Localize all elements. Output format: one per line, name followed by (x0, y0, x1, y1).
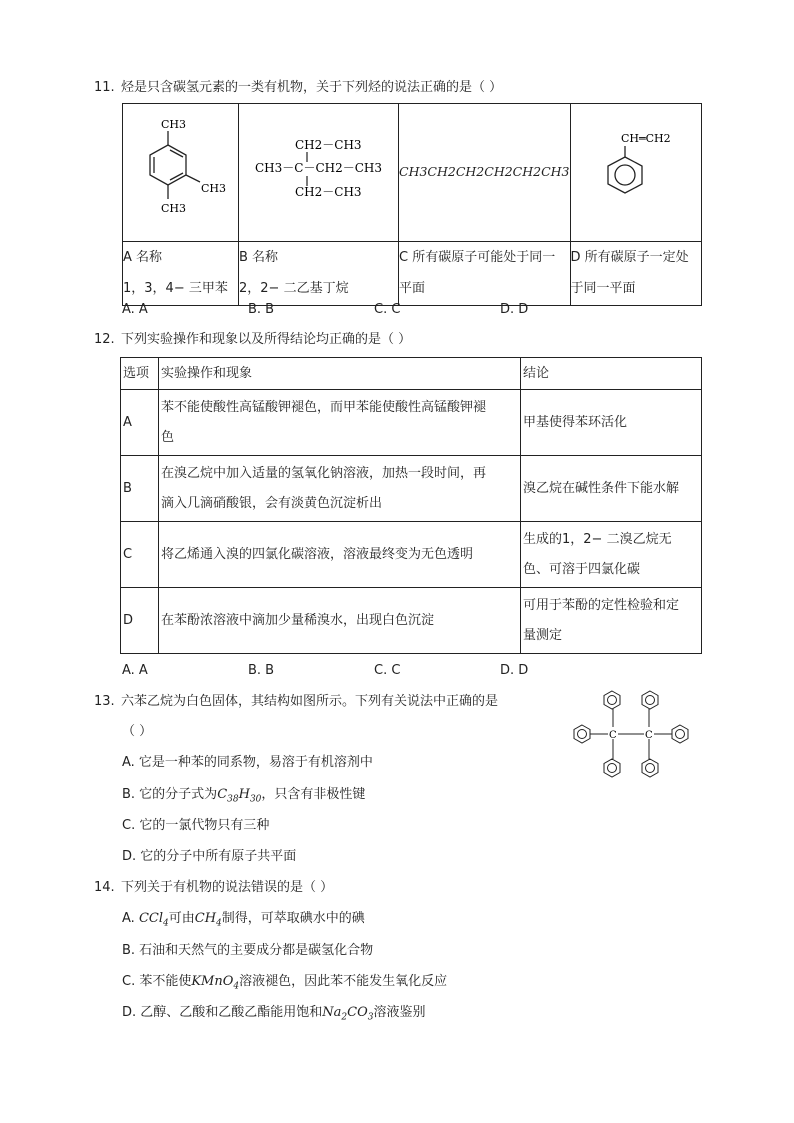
methyl-bottom-label: CH3 (161, 202, 187, 215)
q12-header-conclusion: 结论 (521, 358, 702, 390)
vinyl-label: CH═CH2 (620, 132, 671, 145)
central-carbon-left: C (609, 730, 617, 741)
q11-table (122, 103, 702, 306)
q13-option-d[interactable]: D. 它的分子中所有原子共平面 (122, 849, 297, 864)
q12-row-b-conclusion: 溴乙烷在碱性条件下能水解 (521, 456, 702, 522)
hexane-formula: CH3CH2CH2CH2CH2CH3 (399, 164, 570, 179)
q12-option-b[interactable]: B. B (248, 663, 275, 678)
q13-option-c[interactable]: C. 它的一氯代物只有三种 (122, 818, 270, 833)
q14-option-c[interactable]: C. 苯不能使KMnO$_4$溶液褪色，因此苯不能发生氧化反应 (122, 974, 448, 992)
q12-option-c[interactable]: C. C (374, 663, 401, 678)
q12-option-d[interactable]: D. D (500, 663, 529, 678)
diethylbutane-structure (239, 104, 398, 229)
q12-header-row (121, 358, 702, 390)
q14-stem: 14. 下列关于有机物的说法错误的是（ ） (94, 880, 334, 895)
ethyl-bottom-label: CH2－CH3 (295, 185, 362, 199)
q12-row-c-conclusion: 生成的1，2− 二溴乙烷无 色、可溶于四氯化碳 (521, 522, 702, 588)
q11-cell-a: A 名称 1，3，4− 三甲苯 (123, 242, 239, 306)
q13-stem-bracket: （ ） (122, 724, 153, 739)
q12-row-c-operation: 将乙烯通入溴的四氯化碳溶液，溶液最终变为无色透明 (159, 522, 521, 588)
q13-option-b[interactable]: B. 它的分子式为$C_{38}H_{30}$，只含有非极性键 (122, 787, 366, 805)
q12-row-a-option: A (121, 390, 159, 456)
methyl-top-label: CH3 (161, 118, 187, 131)
q12-table (120, 357, 702, 654)
q12-row-d-conclusion: 可用于苯酚的定性检验和定 量测定 (521, 588, 702, 654)
q11-cell-b: B 名称 2，2− 二乙基丁烷 (239, 242, 399, 306)
q12-header-option: 选项 (121, 358, 159, 390)
q12-header-operation: 实验操作和现象 (159, 358, 521, 390)
q12-row-a (121, 390, 702, 456)
q13-stem: 13. 六苯乙烷为白色固体，其结构如图所示。下列有关说法中正确的是 (94, 694, 499, 709)
q12-row-a-operation: 苯不能使酸性高锰酸钾褪色，而甲苯能使酸性高锰酸钾褪 色 (159, 390, 521, 456)
q13-option-a[interactable]: A. 它是一种苯的同系物，易溶于有机溶剂中 (122, 755, 373, 770)
q12-stem: 12. 下列实验操作和现象以及所得结论均正确的是（ ） (94, 332, 412, 347)
q12-row-d-option: D (121, 588, 159, 654)
q12-row-c (121, 522, 702, 588)
methyl-right-label: CH3 (201, 182, 227, 195)
q14-option-d[interactable]: D. 乙醇、乙酸和乙酸乙酯能用饱和$Na_2CO_3$溶液鉴别 (122, 1005, 426, 1023)
q12-row-b-operation: 在溴乙烷中加入适量的氢氧化钠溶液，加热一段时间，再 滴入几滴硝酸银，会有淡黄色沉淀析出 (159, 456, 521, 522)
ethyl-top-label: CH2－CH3 (295, 138, 362, 152)
central-carbon-right: C (645, 730, 653, 741)
styrene-structure (571, 104, 701, 229)
q11-option-d[interactable]: D. D (500, 302, 529, 317)
q12-row-b (121, 456, 702, 522)
q11-structure-c (399, 104, 571, 242)
q12-row-b-option: B (121, 456, 159, 522)
q14-option-a[interactable]: A. CCl$_4$可由$CH_4$制得，可萃取碘水中的碘 (122, 911, 365, 929)
trimethylbenzene-structure (123, 104, 238, 229)
q11-cell-d: D 所有碳原子一定处 于同一平面 (570, 242, 701, 306)
q11-option-a[interactable]: A. A (122, 302, 148, 317)
q11-structure-b (239, 104, 399, 242)
q11-cell-c: C 所有碳原子可能处于同一 平面 (399, 242, 571, 306)
q12-row-d-operation: 在苯酚浓溶液中滴加少量稀溴水，出现白色沉淀 (159, 588, 521, 654)
q14-option-b[interactable]: B. 石油和天然气的主要成分都是碳氢化合物 (122, 943, 374, 958)
main-chain-label: CH3－C－CH2－CH3 (255, 161, 383, 175)
q12-row-d (121, 588, 702, 654)
q11-structure-d (570, 104, 701, 242)
q11-option-b[interactable]: B. B (248, 302, 275, 317)
q11-option-c[interactable]: C. C (374, 302, 401, 317)
hexaphenylethane-structure (563, 684, 703, 784)
q12-option-a[interactable]: A. A (122, 663, 148, 678)
q12-row-a-conclusion: 甲基使得苯环活化 (521, 390, 702, 456)
q11-stem: 11. 烃是只含碳氢元素的一类有机物，关于下列烃的说法正确的是（ ） (94, 80, 503, 95)
q11-structure-a (123, 104, 239, 242)
q12-row-c-option: C (121, 522, 159, 588)
